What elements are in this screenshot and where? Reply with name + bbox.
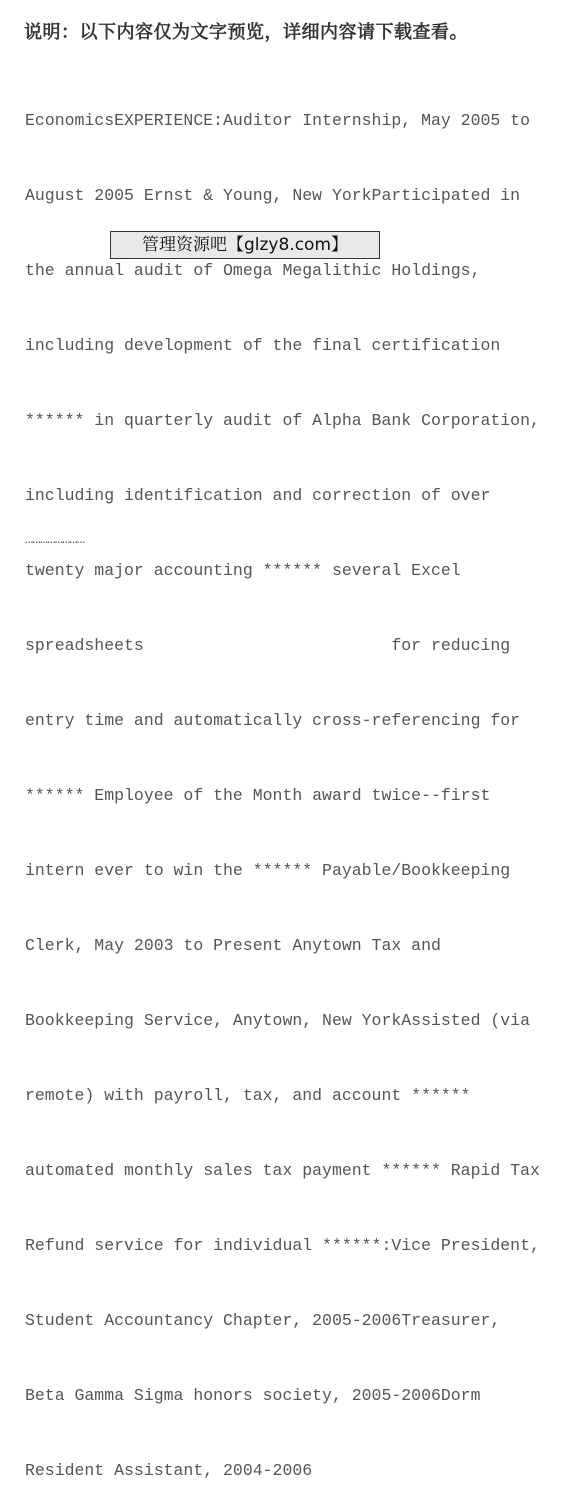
text-line: Bookkeeping Service, Anytown, New YorkAssisted (via (25, 1011, 530, 1030)
text-line: EconomicsEXPERIENCE:Auditor Internship, May 2005 to (25, 111, 530, 130)
watermark-overlay: 管理资源吧【glzy8.com】 (110, 231, 380, 259)
text-line: Student Accountancy Chapter, 2005-2006Treasurer, (25, 1311, 501, 1330)
text-line: Clerk, May 2003 to Present Anytown Tax and (25, 936, 441, 955)
text-line: intern ever to win the ****** Payable/Bookkeeping (25, 861, 511, 880)
text-line: automated monthly sales tax payment ****** Rapid Tax (25, 1161, 540, 1180)
text-line: Refund service for individual ******:Vice President, (25, 1236, 540, 1255)
text-line: spreadsheets for reducing (25, 636, 511, 655)
text-line: Beta Gamma Sigma honors society, 2005-2006Dorm (25, 1386, 481, 1405)
text-line: remote) with payroll, tax, and account ****** (25, 1086, 471, 1105)
text-line: ****** Employee of the Month award twice--first (25, 786, 491, 805)
document-body (25, 58, 555, 1508)
text-line: ****** in quarterly audit of Alpha Bank Corporation, (25, 411, 540, 430)
text-line: including identification and correction of over (25, 486, 491, 505)
text-line: August 2005 Ernst & Young, New YorkParticipated in (25, 186, 521, 205)
ellipsis-indicator: …………………… (25, 532, 85, 548)
text-line: the annual audit of Omega Megalithic Holdings, (25, 261, 481, 280)
text-line: Resident Assistant, 2004-2006 (25, 1461, 313, 1480)
text-line: twenty major accounting ****** several Excel (25, 561, 461, 580)
preview-notice: 说明：以下内容仅为文字预览，详细内容请下载查看。 (24, 22, 468, 43)
text-line: entry time and automatically cross-referencing for (25, 711, 521, 730)
text-line: including development of the final certification (25, 336, 501, 355)
